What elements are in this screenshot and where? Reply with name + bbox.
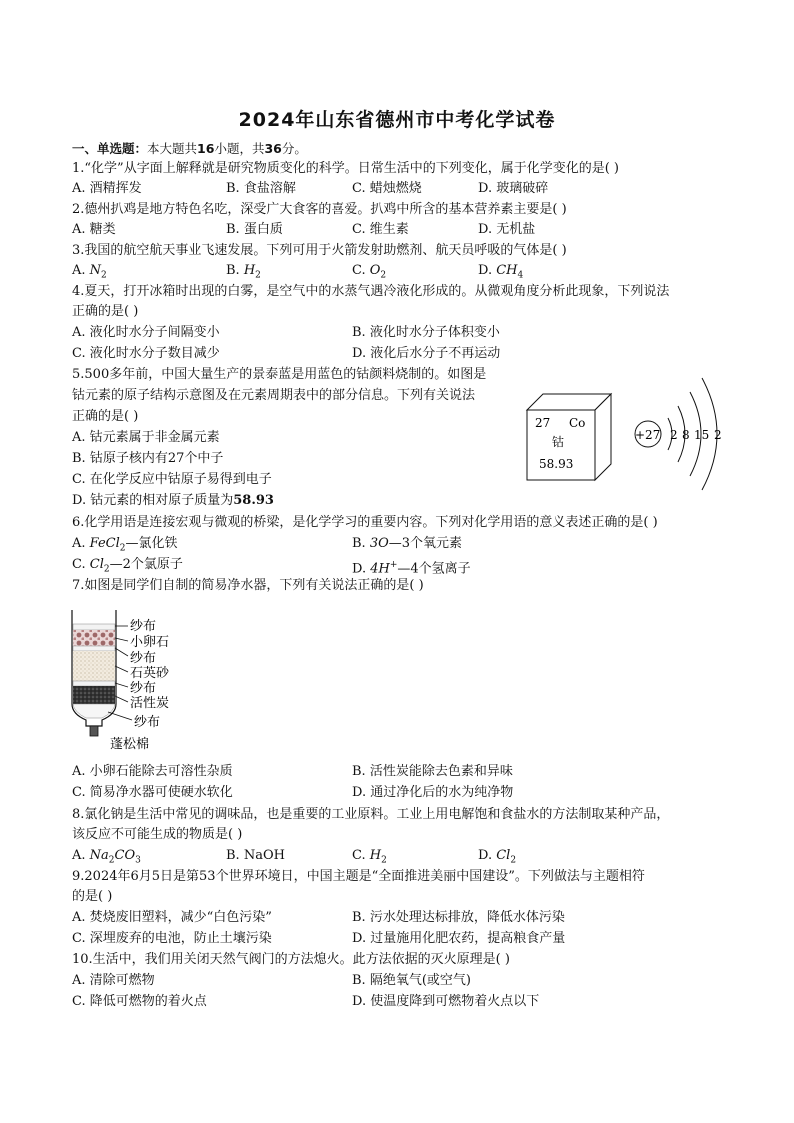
question-9-stem-line1: 9.2024年6月5日是第53个世界环境日，中国主题是“全面推进美丽中国建设”。下列做法与主题相符 xyxy=(72,869,645,884)
element-mass: 58.93 xyxy=(539,457,574,471)
label-quartz-sand: 石英砂 xyxy=(130,666,170,681)
q7-option-a[interactable]: A. 小卵石能除去可溶性杂质 xyxy=(72,764,233,779)
q3-option-d[interactable]: D. $CH_4$ xyxy=(478,263,524,281)
shell-2-electrons: 8 xyxy=(682,428,690,442)
atomic-structure-diagram xyxy=(630,370,730,500)
q9-option-b[interactable]: B. 污水处理达标排放，降低水体污染 xyxy=(352,910,565,925)
label-activated-carbon: 活性炭 xyxy=(130,696,170,711)
question-4-stem-line1: 4.夏天，打开冰箱时出现的白雾，是空气中的水蒸气遇冷液化形成的。从微观角度分析此现象，下列说法 xyxy=(72,284,670,299)
q6-option-d[interactable]: D. 4H+—4个氢离子 xyxy=(352,560,471,577)
q10-option-a[interactable]: A. 清除可燃物 xyxy=(72,973,155,988)
q8-option-b[interactable]: B. NaOH xyxy=(226,848,285,863)
question-9-stem-line2: 的是( ) xyxy=(72,889,113,904)
q10-option-d[interactable]: D. 使温度降到可燃物着火点以下 xyxy=(352,994,540,1009)
q8-option-d[interactable]: D. $Cl_2$ xyxy=(478,848,517,866)
label-gauze-3: 纱布 xyxy=(130,681,157,696)
q4-option-d[interactable]: D. 液化后水分子不再运动 xyxy=(352,346,501,361)
question-7-stem: 7.如图是同学们自制的简易净水器，下列有关说法正确的是( ) xyxy=(72,578,424,593)
q10-option-b[interactable]: B. 隔绝氧气(或空气) xyxy=(352,973,471,988)
question-4-stem-line2: 正确的是( ) xyxy=(72,304,139,319)
q2-option-b[interactable]: B. 蛋白质 xyxy=(226,222,283,237)
question-10-stem: 10.生活中，我们用关闭天然气阀门的方法熄火。此方法依据的灭火原理是( ) xyxy=(72,952,510,967)
q9-option-a[interactable]: A. 焚烧废旧塑料，减少“白色污染” xyxy=(72,910,272,925)
q1-option-d[interactable]: D. 玻璃破碎 xyxy=(478,181,549,196)
q5-option-c[interactable]: C. 在化学反应中钴原子易得到电子 xyxy=(72,472,272,487)
q1-option-b[interactable]: B. 食盐溶解 xyxy=(226,181,296,196)
nucleus-charge: +27 xyxy=(635,428,661,442)
q6-option-c[interactable]: C. $Cl_2—2$个氯原子 xyxy=(72,557,183,575)
question-1-stem: 1.“化学”从字面上解释就是研究物质变化的科学。日常生活中的下列变化，属于化学变化的是( ) xyxy=(72,161,619,176)
question-6-stem: 6.化学用语是连接宏观与微观的桥梁，是化学学习的重要内容。下列对化学用语的意义表述正确的是( ) xyxy=(72,515,658,530)
q1-option-a[interactable]: A. 酒精挥发 xyxy=(72,181,142,196)
q2-option-d[interactable]: D. 无机盐 xyxy=(478,222,536,237)
q5-option-b[interactable]: B. 钴原子核内有27个中子 xyxy=(72,451,224,466)
question-3-stem: 3.我国的航空航天事业飞速发展。下列可用于火箭发射助燃剂、航天员呼吸的气体是( ) xyxy=(72,243,567,258)
page-title: 2024年山东省德州市中考化学试卷 xyxy=(238,109,556,131)
q4-option-b[interactable]: B. 液化时水分子体积变小 xyxy=(352,325,500,340)
question-5-stem-line3: 正确的是( ) xyxy=(72,409,139,424)
label-cotton: 蓬松棉 xyxy=(110,737,150,752)
q8-option-c[interactable]: C. $H_2$ xyxy=(352,848,387,866)
q8-option-a[interactable]: A. $Na_2CO_3$ xyxy=(72,848,141,866)
q4-option-c[interactable]: C. 液化时水分子数目减少 xyxy=(72,346,220,361)
label-pebbles: 小卵石 xyxy=(130,635,170,650)
q4-option-a[interactable]: A. 液化时水分子间隔变小 xyxy=(72,325,220,340)
q6-option-b[interactable]: B. 3O—3个氧元素 xyxy=(352,536,463,551)
q7-option-b[interactable]: B. 活性炭能除去色素和异味 xyxy=(352,764,513,779)
water-purifier-diagram xyxy=(68,608,198,754)
q10-option-c[interactable]: C. 降低可燃物的着火点 xyxy=(72,994,207,1009)
periodic-table-cell xyxy=(525,392,615,484)
q7-option-c[interactable]: C. 简易净水器可使硬水软化 xyxy=(72,785,233,800)
question-5-stem-line2: 钴元素的原子结构示意图及在元素周期表中的部分信息。下列有关说法 xyxy=(72,388,476,403)
element-name: 钴 xyxy=(552,435,565,449)
q3-option-c[interactable]: C. $O_2$ xyxy=(352,263,387,281)
q5-option-d[interactable]: D. 钴元素的相对原子质量为58.93 xyxy=(72,493,274,508)
label-gauze-2: 纱布 xyxy=(130,651,157,666)
q1-option-c[interactable]: C. 蜡烛燃烧 xyxy=(352,181,422,196)
element-symbol: Co xyxy=(569,416,586,430)
q3-option-a[interactable]: A. $N_2$ xyxy=(72,263,107,281)
question-5-stem-line1: 5.500多年前，中国大量生产的景泰蓝是用蓝色的钴颜料烧制的。如图是 xyxy=(72,367,487,382)
q2-option-a[interactable]: A. 糖类 xyxy=(72,222,116,237)
shell-3-electrons: 15 xyxy=(694,428,710,442)
section-header: 一、单选题：本大题共16小题，共36分。 xyxy=(72,141,307,156)
question-8-stem-line1: 8.氯化钠是生活中常见的调味品，也是重要的工业原料。工业上用电解饱和食盐水的方法制取某种产品， xyxy=(72,807,670,822)
q9-option-d[interactable]: D. 过量施用化肥农药，提高粮食产量 xyxy=(352,931,566,946)
q6-option-a[interactable]: A. FeCl$_2$—氯化铁 xyxy=(72,536,178,554)
label-gauze-1: 纱布 xyxy=(130,619,157,634)
q3-option-b[interactable]: B. $H_2$ xyxy=(226,263,261,281)
question-2-stem: 2.德州扒鸡是地方特色名吃，深受广大食客的喜爱。扒鸡中所含的基本营养素主要是( ) xyxy=(72,202,567,217)
shell-4-electrons: 2 xyxy=(714,428,722,442)
question-8-stem-line2: 该反应不可能生成的物质是( ) xyxy=(72,827,243,842)
q9-option-c[interactable]: C. 深埋废弃的电池，防止土壤污染 xyxy=(72,931,272,946)
label-gauze-4: 纱布 xyxy=(134,715,161,730)
q2-option-c[interactable]: C. 维生素 xyxy=(352,222,409,237)
q7-option-d[interactable]: D. 通过净化后的水为纯净物 xyxy=(352,785,514,800)
q5-option-a[interactable]: A. 钴元素属于非金属元素 xyxy=(72,430,220,445)
element-number: 27 xyxy=(535,416,551,430)
shell-1-electrons: 2 xyxy=(670,428,678,442)
